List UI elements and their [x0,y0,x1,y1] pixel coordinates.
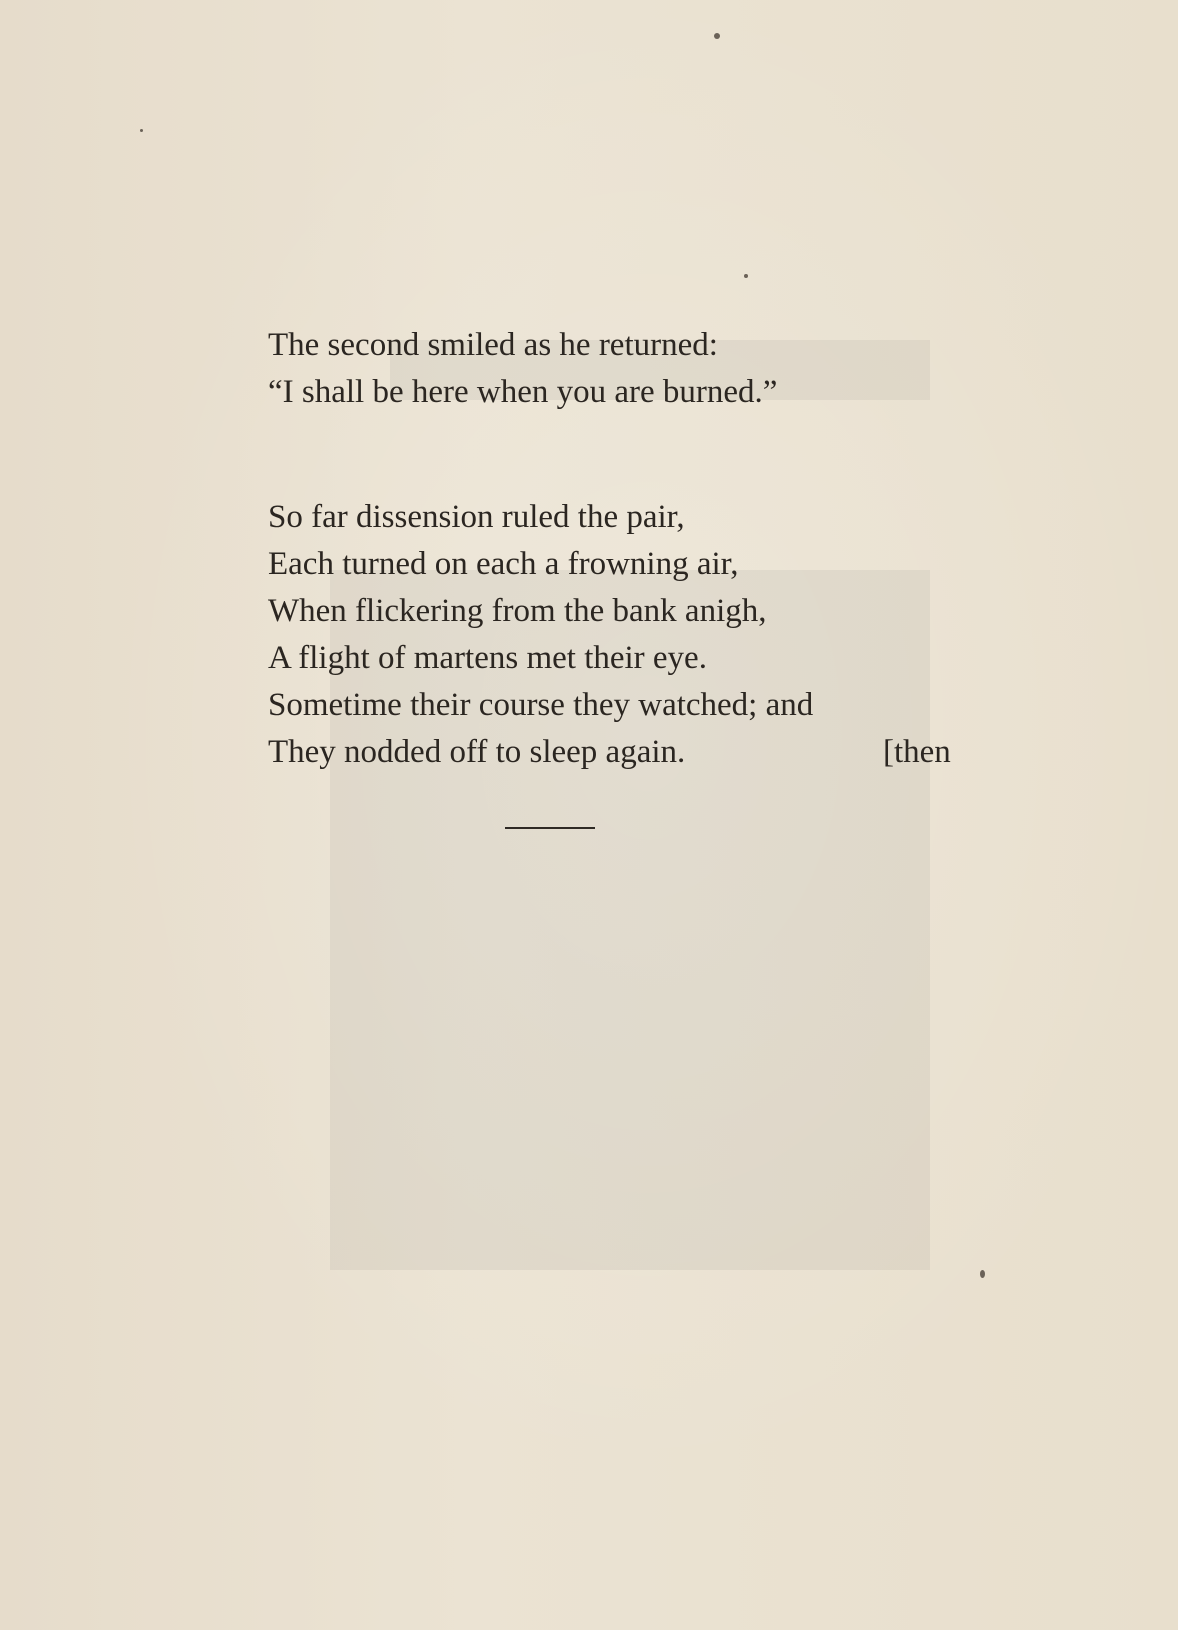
ink-speck [140,129,143,132]
poem-line-text: They nodded off to sleep again. [268,734,686,770]
stanza-break [268,416,948,494]
poem-line: The second smiled as he returned: [268,327,718,363]
ink-speck [980,1270,985,1278]
poem-text [268,322,951,776]
turnover-word: [then [883,734,951,770]
poem-line-last [268,729,951,776]
poem-line: So far dissension ruled the pair, [268,499,685,535]
ink-speck [744,274,748,278]
poem-line: Each turned on each a frowning air, [268,546,739,582]
poem-line: When flickering from the bank anigh, [268,593,767,629]
poem-line: Sometime their course they watched; and [268,687,814,723]
section-divider [505,827,595,829]
poem-line: A flight of martens met their eye. [268,640,707,676]
ink-speck [714,33,720,39]
poem-line: “I shall be here when you are burned.” [268,374,778,410]
